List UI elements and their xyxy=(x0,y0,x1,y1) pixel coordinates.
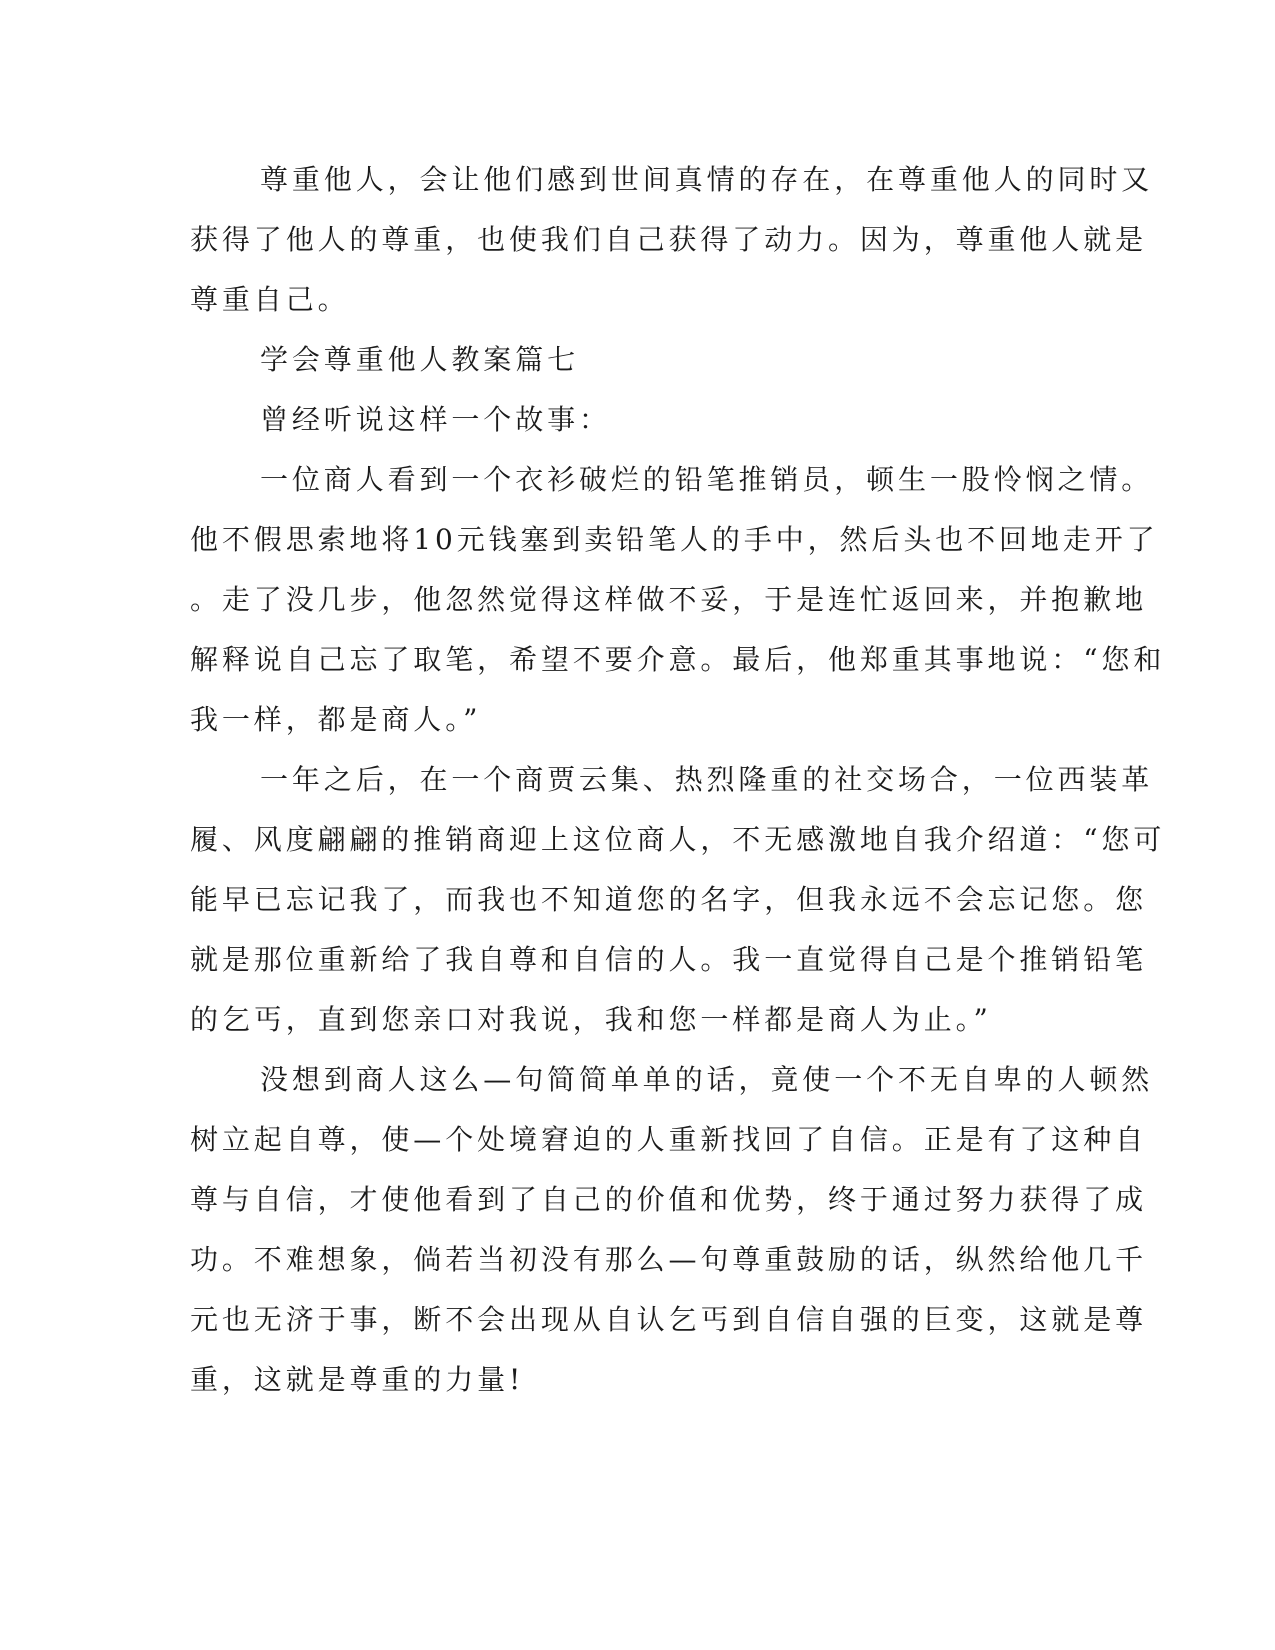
text-line: 一年之后，在一个商贾云集、热烈隆重的社交场合，一位西装革 xyxy=(260,763,1154,796)
text-line: 获得了他人的尊重，也使我们自己获得了动力。因为，尊重他人就是 xyxy=(190,223,1148,256)
text-line: 尊与自信，才使他看到了自己的价值和优势，终于通过努力获得了成 xyxy=(190,1183,1148,1216)
text-line: 没想到商人这么—句简简单单的话，竟使一个不无自卑的人顿然 xyxy=(260,1063,1154,1096)
text-line: 履、风度翩翩的推销商迎上这位商人，不无感激地自我介绍道：“您可 xyxy=(190,823,1166,856)
text-line: 就是那位重新给了我自尊和自信的人。我一直觉得自己是个推销铅笔 xyxy=(190,943,1148,976)
text-line: 树立起自尊，使—个处境窘迫的人重新找回了自信。正是有了这种自 xyxy=(190,1123,1148,1156)
text-line: 曾经听说这样一个故事： xyxy=(260,403,611,436)
text-line: 能早已忘记我了，而我也不知道您的名字，但我永远不会忘记您。您 xyxy=(190,883,1148,916)
text-line: 的乞丐，直到您亲口对我说，我和您一样都是商人为止。” xyxy=(190,1003,992,1036)
text-line: 。走了没几步，他忽然觉得这样做不妥，于是连忙返回来，并抱歉地 xyxy=(190,583,1148,616)
text-line: 尊重他人，会让他们感到世间真情的存在，在尊重他人的同时又 xyxy=(260,163,1154,196)
text-line: 解释说自己忘了取笔，希望不要介意。最后，他郑重其事地说：“您和 xyxy=(190,643,1166,676)
section-heading: 学会尊重他人教案篇七 xyxy=(260,343,580,376)
text-line: 我一样，都是商人。” xyxy=(190,703,482,736)
text-line: 重，这就是尊重的力量! xyxy=(190,1363,525,1396)
text-line: 他不假思索地将10元钱塞到卖铅笔人的手中，然后头也不回地走开了 xyxy=(190,523,1159,556)
text-line: 功。不难想象，倘若当初没有那么—句尊重鼓励的话，纵然给他几千 xyxy=(190,1243,1148,1276)
text-line: 元也无济于事，断不会出现从自认乞丐到自信自强的巨变，这就是尊 xyxy=(190,1303,1148,1336)
text-line: 尊重自己。 xyxy=(190,283,350,316)
text-line: 一位商人看到一个衣衫破烂的铅笔推销员，顿生一股怜悯之情。 xyxy=(260,463,1154,496)
document-body xyxy=(190,150,1166,1410)
